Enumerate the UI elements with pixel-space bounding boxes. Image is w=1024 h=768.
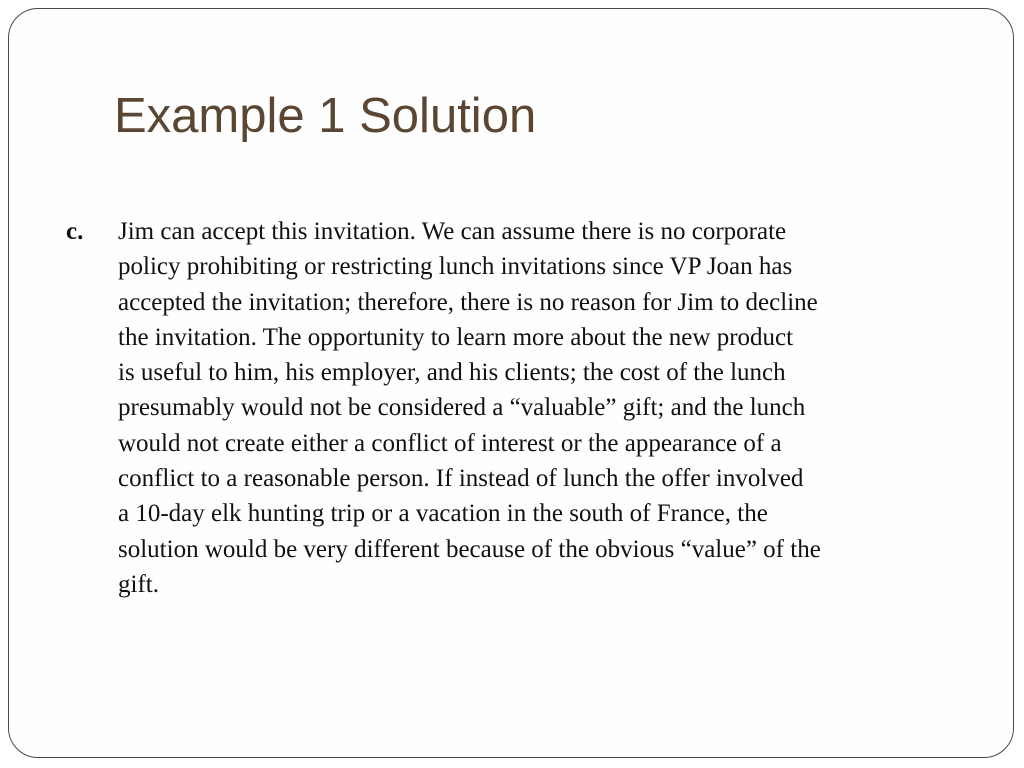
solution-paragraph <box>118 214 821 602</box>
solution-line: the invitation. The opportunity to learn more about the new product <box>118 323 794 351</box>
solution-line: policy prohibiting or restricting lunch invitations since VP Joan has <box>118 253 793 281</box>
solution-line: conflict to a reasonable person. If instead of lunch the offer involved <box>118 465 804 493</box>
item-marker: c. <box>66 218 84 245</box>
solution-line: solution would be very different because of the obvious “value” of the <box>118 535 821 563</box>
solution-line: is useful to him, his employer, and his clients; the cost of the lunch <box>118 359 786 387</box>
solution-line: Jim can accept this invitation. We can assume there is no corporate <box>118 218 787 245</box>
solution-line: would not create either a conflict of interest or the appearance of a <box>118 429 782 457</box>
solution-line: gift. <box>118 570 159 598</box>
solution-line: accepted the invitation; therefore, there is no reason for Jim to decline <box>118 288 818 316</box>
solution-line: presumably would not be considered a “valuable” gift; and the lunch <box>118 394 806 422</box>
slide-title: Example 1 Solution <box>114 89 537 143</box>
solution-line: a 10-day elk hunting trip or a vacation in the south of France, the <box>118 500 768 528</box>
